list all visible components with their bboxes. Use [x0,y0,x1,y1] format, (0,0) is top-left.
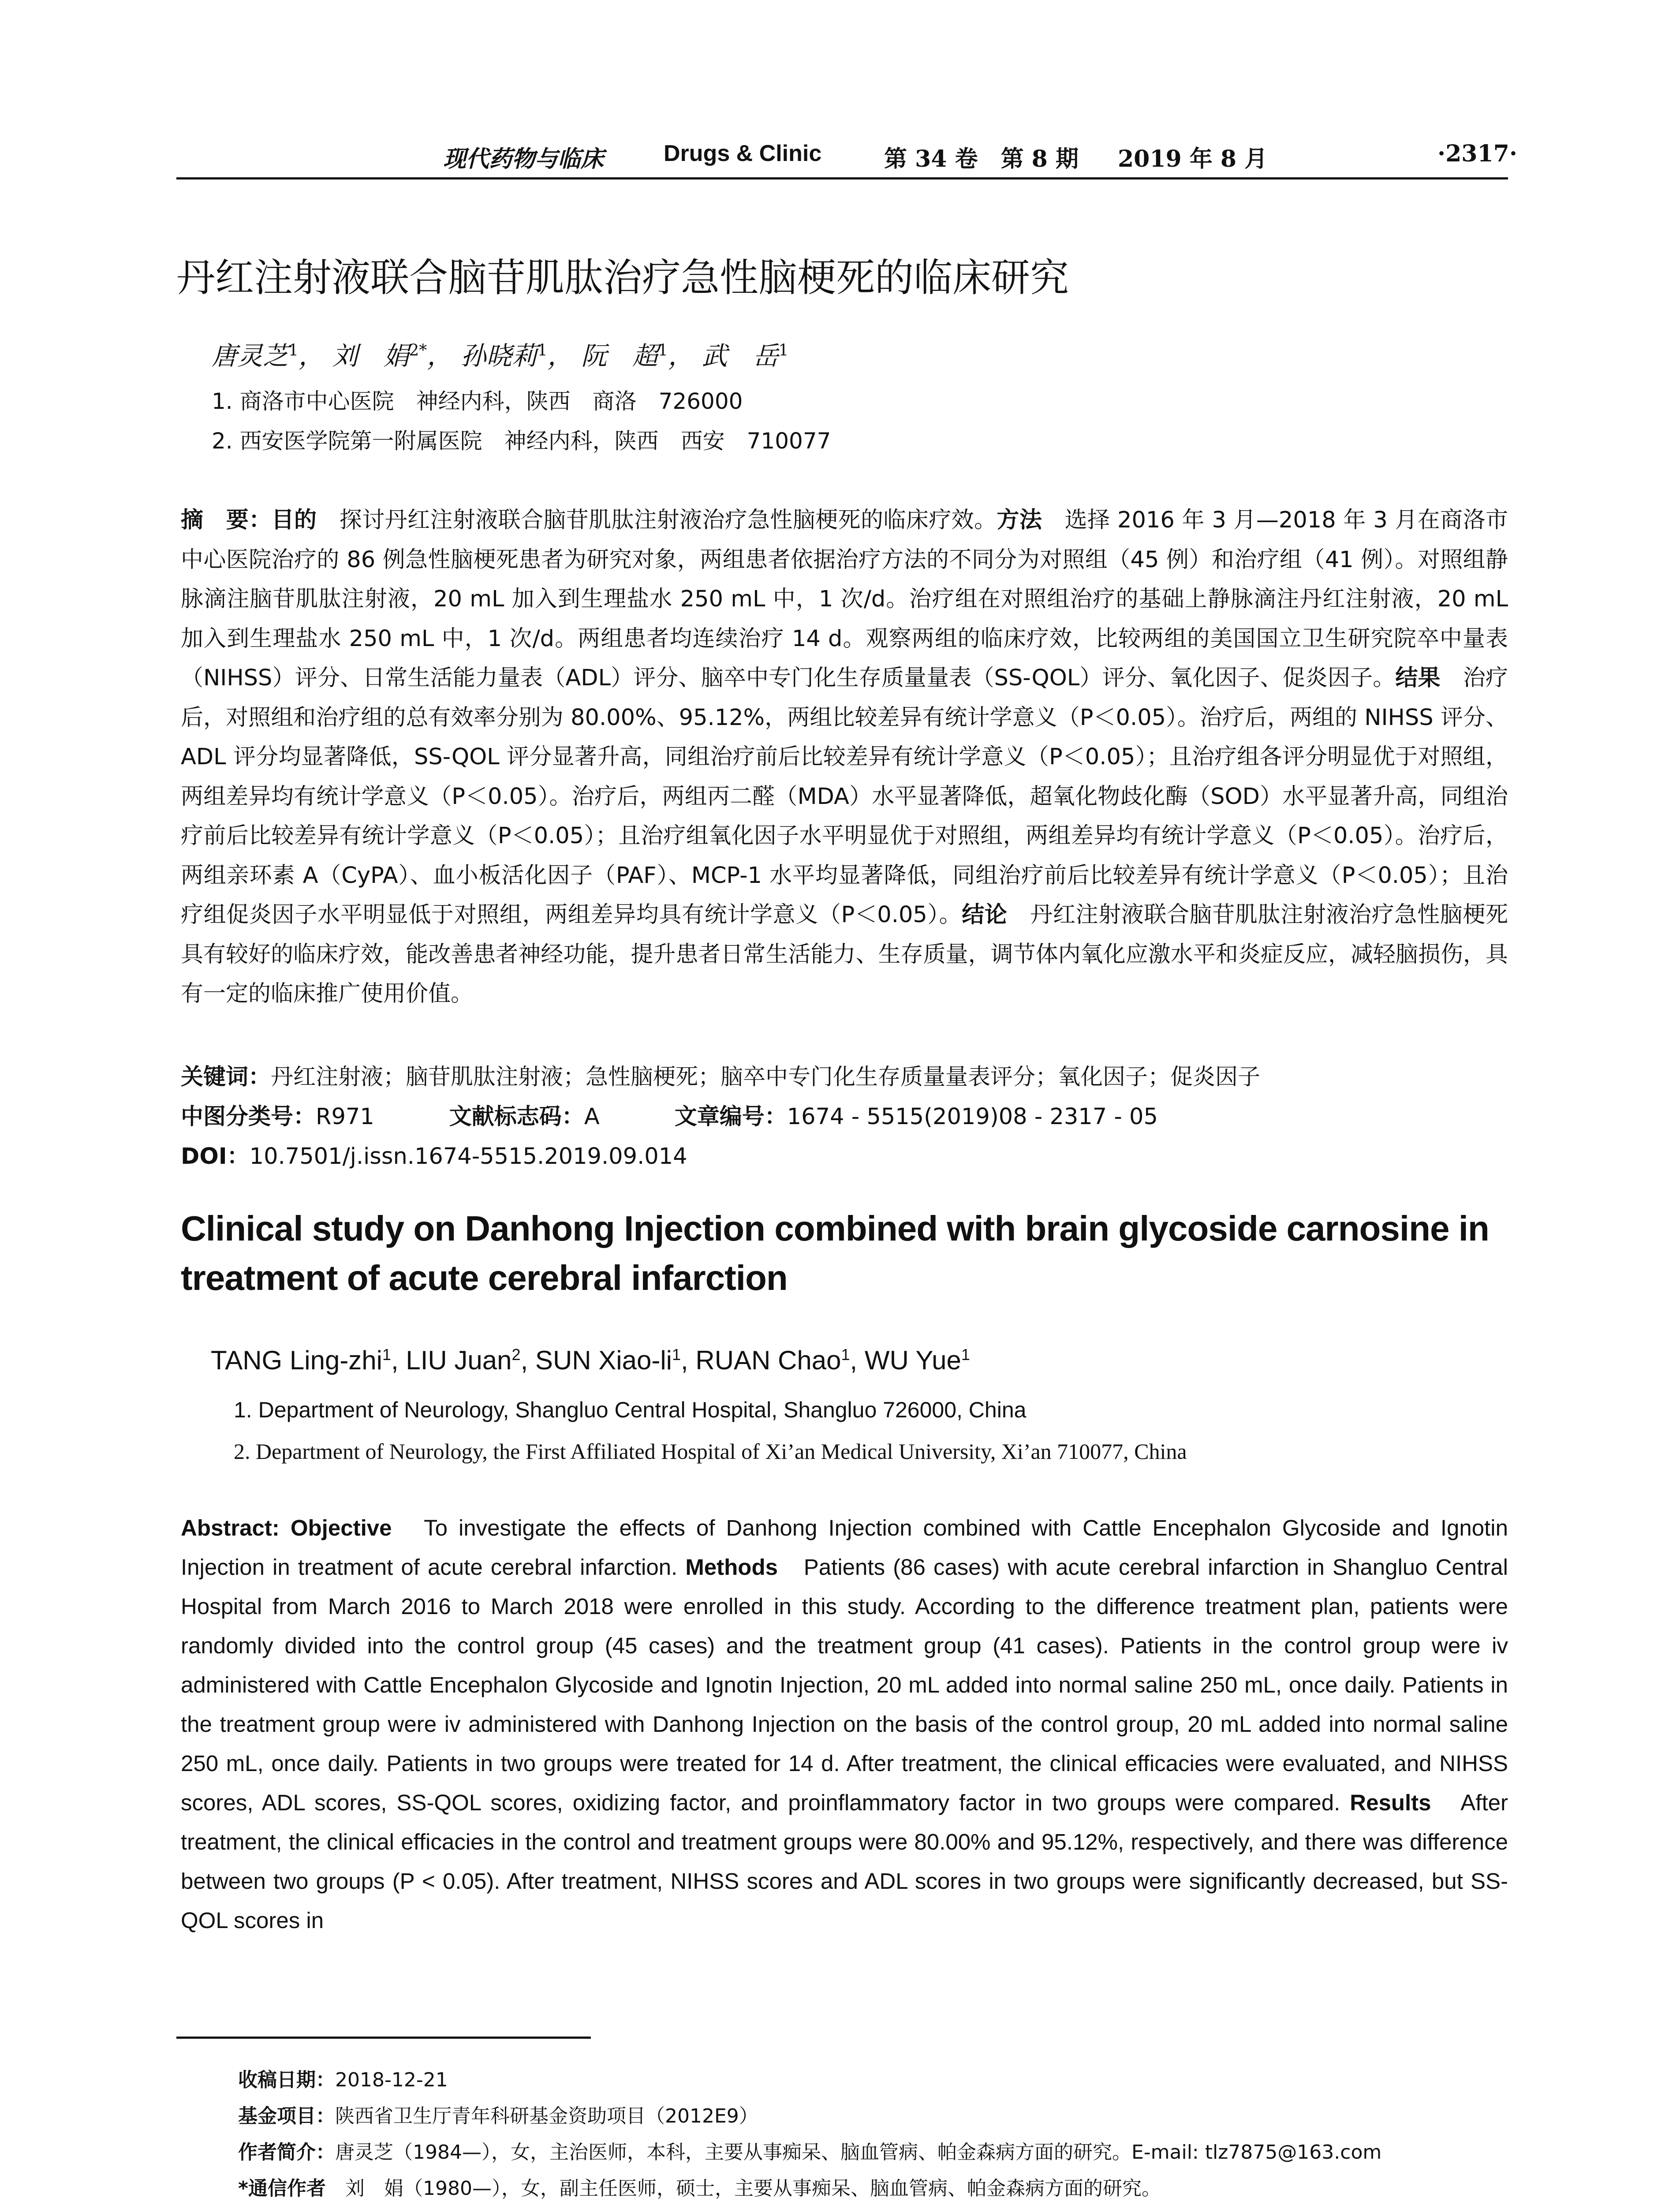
article-number-label: 文章编号： [674,1104,787,1130]
authors-cn: 唐灵芝$^1$， 刘 娟$^{2*}$， 孙晓莉$^1$， 阮 超$^1$， 武 岳$^1$ [212,341,789,371]
results-label: Results [1350,1790,1431,1815]
footnote-received [238,2064,448,2092]
footnote-corresponding [238,2172,1161,2201]
classification-line [181,1098,1158,1131]
author-affiliation-mark: 1 [841,1345,850,1364]
author-affiliation-mark: 2 [511,1345,521,1364]
footnote-text: 2018-12-21 [335,2069,448,2091]
author-name: 孙晓莉 [460,341,538,371]
author-affiliation-mark: 1 [288,341,299,360]
header-rule [176,177,1508,179]
objective-label: 目的 [271,507,317,533]
doc-code-value: A [584,1104,600,1130]
article-number-value: 1674 - 5515(2019)08 - 2317 - 05 [787,1104,1158,1130]
author-name: 阮 超 [581,341,658,371]
results-text: 治疗后，对照组和治疗组的总有效率分别为 80.00%、95.12%，两组比较差异有统计学意义（P＜0.05）。治疗后，两组的 NIHSS 评分、ADL 评分均显著降低，SS-QOL 评分显著升高，同组治疗前后比较差异有统计学意义（P＜0.05）；且治疗组各评分明显优于对照组，两组差异均有统计学意义（P＜0.05）。治疗后，两组丙二醛（MDA）水平显著降低，超氧化物歧化酶（SOD）水平显著升高，同组治疗前后比较差异有统计学意义（P＜0.05）；且治疗组氧化因子水平明显优于对照组，两组差异均有统计学意义（P＜0.05）。治疗后，两组亲环素 A（CyPA）、血小板活化因子（PAF）、MCP-1 水平均显著降低，同组治疗前后比较差异有统计学意义（P＜0.05）；且治疗组促炎因子水平明显低于对照组，两组差异均具有统计学意义（P＜0.05）。 [181,665,1508,928]
author-name: TANG Ling-zhi [211,1345,383,1375]
volume-issue: 第 34 卷 第 8 期 [884,146,1079,172]
author-name: 刘 娟 [332,341,409,371]
journal-name-cn: 现代药物与临床 [443,146,604,172]
author-affiliation-mark: 1 [961,1345,970,1364]
footnote-label: 收稿日期： [238,2069,335,2091]
methods-text: Patients (86 cases) with acute cerebral infarction in Shangluo Central Hospital from March 2016 to March 2018 were enrolled in this study. According to the difference treatment plan, patients were randomly divided into the control group (45 cases) and the treatment group (41 cases). Patients in the control group were iv administered with Cattle Encephalon Glycoside and Ignotin Injection, 20 mL added into normal saline 250 mL, once daily. Patients in the treatment group were iv administered with Danhong Injection on the basis of the control group, 20 mL added into normal saline 250 mL, once daily. Patients in two groups were treated for 14 d. After treatment, the clinical efficacies were evaluated, and NIHSS scores, ADL scores, SS-QOL scores, oxidizing factor, and proinflammatory factor in two groups were compared. [181,1555,1508,1815]
doc-code-label: 文献标志码： [449,1104,584,1130]
affiliation-cn-2: 2. 西安医学院第一附属医院 神经内科，陕西 西安 710077 [212,428,831,454]
author-affiliation-mark: 1 [382,1345,392,1364]
conclusion-label: 结论 [962,902,1008,928]
author-affiliation-mark: 1 [778,341,789,360]
footnote-author-bio [238,2136,1381,2164]
footnote-text: 唐灵芝（1984—），女，主治医师，本科，主要从事痴呆、脑血管病、帕金森病方面的研究。E-mail: tlz7875@163.com [335,2141,1382,2164]
doi-label: DOI： [181,1144,250,1170]
keywords-cn [181,1058,1260,1091]
objective-text: 探讨丹红注射液联合脑苷肌肽注射液治疗急性脑梗死的临床疗效。 [317,507,997,533]
author-name: WU Yue [864,1345,961,1375]
issue-date: 2019 年 8 月 [1118,146,1268,172]
keywords-label: 关键词： [181,1064,271,1090]
footnote-funding [238,2100,758,2128]
abstract-objective-label: Abstract: Objective [181,1515,392,1540]
results-text: After treatment, the clinical efficacies in the control and treatment groups were 80.00% and 95.12%, respectively, and there was difference between two groups (P < 0.05). After treatment, NIHSS scores and ADL scores in two groups were significantly decreased, but SS-QOL scores in [181,1790,1508,1933]
page-number: ·2317· [1437,140,1517,167]
affiliation-en-2: 2. Department of Neurology, the First Affiliated Hospital of Xi’an Medical University, Xi’an 710077, China [234,1439,1187,1464]
clc-label: 中图分类号： [181,1104,316,1130]
journal-name-en: Drugs & Clinic [664,141,822,166]
author-affiliation-mark: 2* [409,341,427,360]
doi-value: 10.7501/j.issn.1674-5515.2019.09.014 [249,1144,687,1170]
abstract-en [181,1508,1508,1940]
author-name: RUAN Chao [695,1345,841,1375]
keywords-text: 丹红注射液；脑苷肌肽注射液；急性脑梗死；脑卒中专门化生存质量量表评分；氧化因子；促炎因子 [271,1064,1261,1090]
doi-line [181,1138,687,1170]
methods-label: Methods [685,1555,778,1580]
author-affiliation-mark: 1 [672,1345,681,1364]
methods-label: 方法 [997,507,1042,533]
author-affiliation-mark: 1 [658,341,668,360]
results-label: 结果 [1395,665,1441,691]
objective-text: To investigate the effects of Danhong Injection combined with Cattle Encephalon Glycoside and Ignotin Injection in treatment of acute cerebral infarction. [181,1515,1508,1580]
author-name: SUN Xiao-li [535,1345,672,1375]
author-name: LIU Juan [406,1345,512,1375]
authors-en: TANG Ling-zhi$^1$, LIU Juan$^2$, SUN Xiao-$li^1$, RUAN Chao$^1$, WU Yue$^1$ [211,1345,970,1375]
affiliation-cn-1: 1. 商洛市中心医院 神经内科，陕西 商洛 726000 [212,389,743,414]
title-cn: 丹红注射液联合脑苷肌肽治疗急性脑梗死的临床研究 [176,255,1069,300]
footnote-label: 基金项目： [238,2105,335,2127]
methods-text: 选择 2016 年 3 月—2018 年 3 月在商洛市中心医院治疗的 86 例急性脑梗死患者为研究对象，两组患者依据治疗方法的不同分为对照组（45 例）和治疗组（41 例）。对照组静脉滴注脑苷肌肽注射液，20 mL 加入到生理盐水 250 mL 中，1 次/d。治疗组在对照组治疗的基础上静脉滴注丹红注射液，20 mL 加入到生理盐水 250 mL 中，1 次/d。两组患者均连续治疗 14 d。观察两组的临床疗效，比较两组的美国国立卫生研究院卒中量表（NIHSS）评分、日常生活能力量表（ADL）评分、脑卒中专门化生存质量量表（SS-QOL）评分、氧化因子、促炎因子。 [181,507,1508,691]
conclusion-text: 丹红注射液联合脑苷肌肽注射液治疗急性脑梗死具有较好的临床疗效，能改善患者神经功能，提升患者日常生活能力、生存质量，调节体内氧化应激水平和炎症反应，减轻脑损伤，具有一定的临床推广使用价值。 [181,902,1508,1007]
clc-value: R971 [316,1104,374,1130]
abstract-label: 摘 要： [181,507,272,533]
author-affiliation-mark: 1 [537,341,548,360]
abstract-cn [181,501,1508,1014]
author-name: 武 岳 [702,341,779,371]
affiliation-en-1: 1. Department of Neurology, Shangluo Central Hospital, Shangluo 726000, China [234,1398,1027,1422]
footnote-text: 陕西省卫生厅青年科研基金资助项目（2012E9） [335,2105,758,2127]
running-header [176,140,1517,180]
footnote-rule [176,2037,591,2039]
author-name: 唐灵芝 [212,341,289,371]
footnote-label: 作者简介： [238,2141,335,2164]
footnote-text: 刘 娟（1980—），女，副主任医师，硕士，主要从事痴呆、脑血管病、帕金森病方面的研究。 [326,2177,1161,2200]
footnote-label: *通信作者 [238,2177,326,2200]
title-en: Clinical study on Danhong Injection combined with brain glycoside carnosine in treatment of acute cerebral infarction [181,1209,1489,1297]
